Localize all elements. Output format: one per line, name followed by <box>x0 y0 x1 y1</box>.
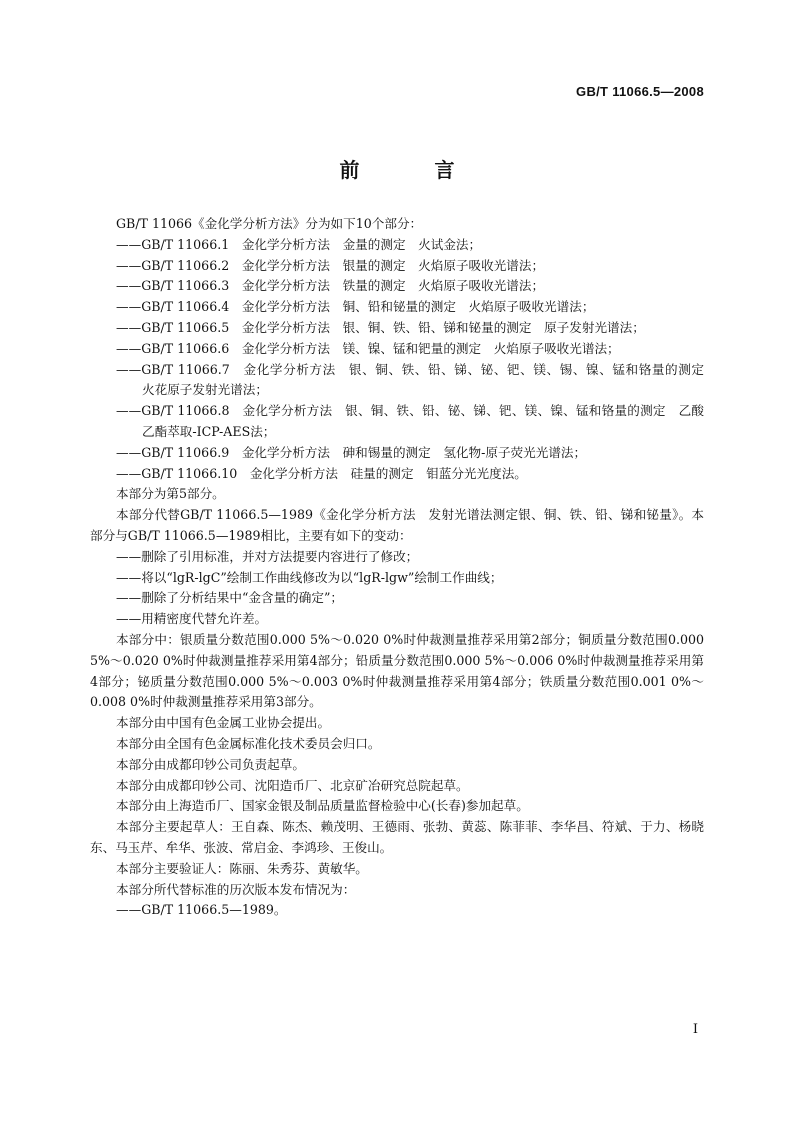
change-list-item: ——删除了分析结果中“金含量的确定”； <box>116 590 343 606</box>
closing-paragraph: 本部分由上海造币厂、国家金银及制品质量监督检验中心(长春)参加起草。 <box>116 798 529 814</box>
part-list-item: ——GB/T 11066.1 金化学分析方法 金量的测定 火试金法； <box>116 236 482 252</box>
change-list-item: ——删除了引用标准，并对方法提要内容进行了修改； <box>116 548 419 564</box>
drafters-paragraph: 本部分主要起草人：王自森、陈杰、赖茂明、王德雨、张勃、黄蕊、陈菲菲、李华昌、符斌、于力、杨晓东、马玉芹、牟华、张波、常启金、李鸿珍、王俊山。 <box>90 819 704 855</box>
closing-paragraph: 本部分由中国有色金属工业协会提出。 <box>116 715 331 731</box>
verifiers-paragraph: 本部分主要验证人：陈丽、朱秀芬、黄敏华。 <box>116 860 368 876</box>
part-list-item: ——GB/T 11066.3 金化学分析方法 铁量的测定 火焰原子吸收光谱法； <box>116 278 545 294</box>
part-list-item: ——GB/T 11066.10 金化学分析方法 硅量的测定 钼蓝分光光度法。 <box>116 465 527 481</box>
change-list-item: ——将以“lgR-lgC”绘制工作曲线修改为以“lgR-lgw”绘制工作曲线； <box>116 569 503 585</box>
closing-paragraph: 本部分由全国有色金属标准化技术委员会归口。 <box>116 735 381 751</box>
part-list-item: ——GB/T 11066.7 金化学分析方法 银、铜、铁、铅、锑、铋、钯、镁、锡、镍、锰和铬量的测定 火花原子发射光谱法； <box>116 361 717 398</box>
change-list-item: ——用精密度代替允许差。 <box>116 611 268 627</box>
history-intro: 本部分所代替标准的历次版本发布情况为： <box>116 881 356 897</box>
part-list-item: ——GB/T 11066.2 金化学分析方法 银量的测定 火焰原子吸收光谱法； <box>116 257 545 273</box>
page-number: I <box>692 1022 698 1037</box>
standard-code-header: GB/T 11066.5—2008 <box>576 84 704 99</box>
part-list-item: ——GB/T 11066.4 金化学分析方法 铜、铅和铋量的测定 火焰原子吸收光谱法； <box>116 299 595 315</box>
ranges-paragraph: 本部分中：银质量分数范围0.000 5%～0.020 0%时仲裁测量推荐采用第2部分；铜质量分数范围0.000 5%～0.020 0%时仲裁测量推荐采用第4部分；铅质量分数范围0.000 5%～0.006 0%时仲裁测量推荐采用第4部分；铋质量分数范围0.000 5%～0.003 0%时仲裁测量推荐采用第4部分；铁质量分数范围0.001 0%～0.008 0%时仲裁测量推荐采用第3部分。 <box>90 631 704 710</box>
closing-paragraph: 本部分由成都印钞公司负责起草。 <box>116 756 305 772</box>
page-title: 前 言 <box>339 158 489 182</box>
replace-statement: 本部分代替GB/T 11066.5—1989《金化学分析方法 发射光谱法测定银、铜、铁、铅、锑和铋量》。本部分与GB/T 11066.5—1989相比，主要有如下的变动： <box>90 507 704 543</box>
part-list-item: ——GB/T 11066.6 金化学分析方法 镁、镍、锰和钯量的测定 火焰原子吸收光谱法； <box>116 340 620 356</box>
closing-paragraph: 本部分由成都印钞公司、沈阳造币厂、北京矿冶研究总院起草。 <box>116 777 469 793</box>
part-list-item: ——GB/T 11066.8 金化学分析方法 银、铜、铁、铅、铋、锑、钯、镁、镍、锰和铬量的测定 乙酸乙酯萃取-ICP-AES法； <box>116 403 704 439</box>
history-list-item: ——GB/T 11066.5—1989。 <box>116 902 287 918</box>
part-list-item: ——GB/T 11066.5 金化学分析方法 银、铜、铁、铅、锑和铋量的测定 原子发射光谱法； <box>116 319 645 335</box>
intro-paragraph: GB/T 11066《金化学分析方法》分为如下10个部分： <box>116 216 423 231</box>
part-statement: 本部分为第5部分。 <box>116 486 225 502</box>
part-list-item: ——GB/T 11066.9 金化学分析方法 砷和锡量的测定 氢化物-原子荧光光谱法； <box>116 444 587 460</box>
foreword-body <box>90 214 717 921</box>
